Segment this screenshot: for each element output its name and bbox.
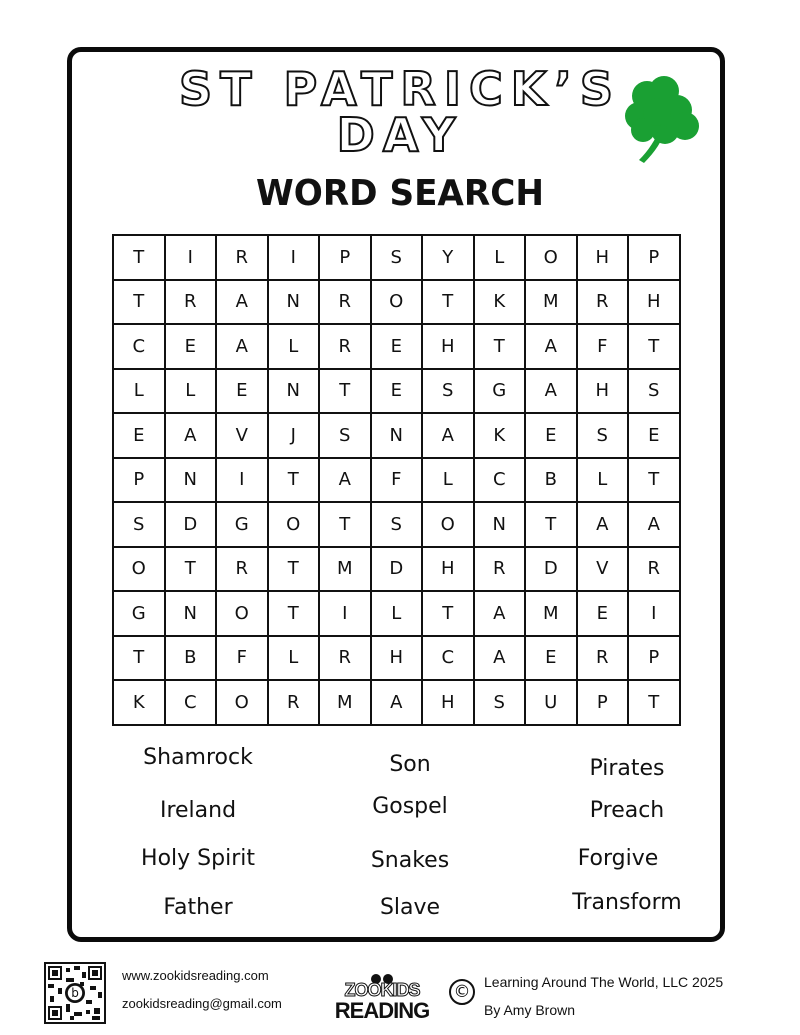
grid-cell: O xyxy=(371,280,423,325)
grid-cell: H xyxy=(422,547,474,592)
grid-row xyxy=(113,280,680,325)
logo-bottom-text: READING xyxy=(334,998,430,1023)
grid-cell: F xyxy=(216,636,268,681)
grid-row xyxy=(113,547,680,592)
grid-cell: Y xyxy=(422,235,474,280)
grid-cell: O xyxy=(113,547,165,592)
grid-cell: S xyxy=(113,502,165,547)
word-item: Holy Spirit xyxy=(141,846,255,871)
grid-cell: L xyxy=(474,235,526,280)
word-item: Slave xyxy=(379,895,441,920)
grid-cell: E xyxy=(371,369,423,414)
grid-cell: D xyxy=(371,547,423,592)
grid-cell: L xyxy=(165,369,217,414)
grid-cell: G xyxy=(113,591,165,636)
subtitle: WORD SEARCH xyxy=(256,173,544,214)
grid-cell: T xyxy=(525,502,577,547)
grid-cell: M xyxy=(525,591,577,636)
grid-cell: K xyxy=(474,280,526,325)
grid-cell: E xyxy=(216,369,268,414)
grid-cell: A xyxy=(525,324,577,369)
grid-cell: T xyxy=(628,458,680,503)
grid-cell: H xyxy=(628,280,680,325)
grid-cell: P xyxy=(319,235,371,280)
copyright-line-1: Learning Around The World, LLC 2025 xyxy=(484,974,724,990)
grid-cell: R xyxy=(319,280,371,325)
svg-text:b: b xyxy=(71,986,79,1001)
grid-cell: P xyxy=(577,680,629,725)
grid-cell: E xyxy=(371,324,423,369)
shamrock-icon xyxy=(617,74,707,164)
grid-cell: C xyxy=(165,680,217,725)
grid-cell: E xyxy=(628,413,680,458)
grid-cell: R xyxy=(577,636,629,681)
grid-cell: M xyxy=(319,680,371,725)
word-item: Transform xyxy=(572,890,682,915)
grid-cell: C xyxy=(113,324,165,369)
word-item: Father xyxy=(163,895,233,920)
grid-cell: L xyxy=(268,324,320,369)
grid-cell: D xyxy=(165,502,217,547)
grid-cell: R xyxy=(319,636,371,681)
logo-top-text: ZOOKIDS xyxy=(344,980,420,1000)
grid-cell: N xyxy=(268,280,320,325)
grid-cell: A xyxy=(319,458,371,503)
grid-cell: E xyxy=(165,324,217,369)
grid-cell: L xyxy=(577,458,629,503)
grid-cell: I xyxy=(216,458,268,503)
grid-cell: E xyxy=(113,413,165,458)
grid-cell: I xyxy=(628,591,680,636)
website-link[interactable]: www.zookidsreading.com xyxy=(122,968,269,983)
grid-cell: M xyxy=(319,547,371,592)
grid-cell: E xyxy=(577,591,629,636)
grid-cell: B xyxy=(525,458,577,503)
grid-cell: S xyxy=(371,502,423,547)
grid-cell: A xyxy=(577,502,629,547)
grid-cell: S xyxy=(474,680,526,725)
grid-cell: R xyxy=(268,680,320,725)
grid-cell: I xyxy=(319,591,371,636)
qr-code-icon xyxy=(44,962,106,1024)
grid-row xyxy=(113,636,680,681)
grid-cell: H xyxy=(422,680,474,725)
grid-row xyxy=(113,413,680,458)
grid-cell: P xyxy=(628,235,680,280)
grid-cell: O xyxy=(216,591,268,636)
grid-row xyxy=(113,369,680,414)
word-item: Gospel xyxy=(372,794,448,819)
grid-cell: A xyxy=(525,369,577,414)
grid-row xyxy=(113,680,680,725)
word-item: Preach xyxy=(589,798,665,823)
grid-cell: C xyxy=(474,458,526,503)
grid-cell: R xyxy=(165,280,217,325)
grid-cell: N xyxy=(474,502,526,547)
grid-cell: T xyxy=(628,680,680,725)
grid-row xyxy=(113,502,680,547)
word-search-grid xyxy=(112,234,681,726)
grid-cell: T xyxy=(319,502,371,547)
grid-cell: T xyxy=(113,636,165,681)
grid-cell: T xyxy=(268,458,320,503)
word-item: Snakes xyxy=(370,848,450,873)
grid-cell: F xyxy=(371,458,423,503)
grid-cell: T xyxy=(319,369,371,414)
zookids-reading-logo xyxy=(332,972,432,1022)
grid-cell: H xyxy=(577,369,629,414)
grid-cell: R xyxy=(577,280,629,325)
word-item: Son xyxy=(389,752,431,777)
grid-cell: A xyxy=(422,413,474,458)
grid-row xyxy=(113,324,680,369)
title-line-2: DAY xyxy=(336,108,464,162)
grid-cell: T xyxy=(474,324,526,369)
copyright-symbol: © xyxy=(449,979,475,1005)
grid-cell: M xyxy=(525,280,577,325)
grid-cell: N xyxy=(371,413,423,458)
word-item: Ireland xyxy=(159,798,237,823)
grid-cell: H xyxy=(577,235,629,280)
grid-cell: A xyxy=(474,591,526,636)
grid-row xyxy=(113,458,680,503)
grid-cell: O xyxy=(525,235,577,280)
grid-cell: R xyxy=(216,547,268,592)
grid-cell: O xyxy=(422,502,474,547)
grid-cell: K xyxy=(474,413,526,458)
grid-cell: L xyxy=(422,458,474,503)
grid-cell: G xyxy=(474,369,526,414)
word-item: Shamrock xyxy=(143,745,253,770)
email-link[interactable]: zookidsreading@gmail.com xyxy=(122,996,282,1011)
grid-cell: N xyxy=(165,591,217,636)
grid-cell: S xyxy=(319,413,371,458)
word-item: Pirates xyxy=(589,756,665,781)
grid-cell: U xyxy=(525,680,577,725)
title-line-1: ST PATRICK’S xyxy=(179,62,621,116)
grid-cell: F xyxy=(577,324,629,369)
grid-cell: A xyxy=(216,280,268,325)
grid-cell: A xyxy=(628,502,680,547)
grid-cell: H xyxy=(422,324,474,369)
grid-cell: O xyxy=(268,502,320,547)
grid-cell: G xyxy=(216,502,268,547)
grid-cell: N xyxy=(165,458,217,503)
word-item: Forgive xyxy=(577,846,659,871)
grid-cell: V xyxy=(577,547,629,592)
grid-cell: A xyxy=(474,636,526,681)
grid-cell: A xyxy=(371,680,423,725)
grid-cell: N xyxy=(268,369,320,414)
grid-cell: P xyxy=(113,458,165,503)
grid-cell: T xyxy=(113,235,165,280)
grid-cell: T xyxy=(268,591,320,636)
grid-cell: P xyxy=(628,636,680,681)
grid-cell: R xyxy=(474,547,526,592)
grid-cell: D xyxy=(525,547,577,592)
grid-cell: K xyxy=(113,680,165,725)
grid-cell: I xyxy=(268,235,320,280)
grid-cell: A xyxy=(165,413,217,458)
grid-cell: H xyxy=(371,636,423,681)
grid-cell: T xyxy=(113,280,165,325)
grid-cell: E xyxy=(525,636,577,681)
grid-cell: S xyxy=(422,369,474,414)
grid-cell: T xyxy=(165,547,217,592)
grid-cell: T xyxy=(422,280,474,325)
grid-cell: B xyxy=(165,636,217,681)
grid-cell: O xyxy=(216,680,268,725)
grid-cell: I xyxy=(165,235,217,280)
grid-cell: L xyxy=(268,636,320,681)
grid-cell: J xyxy=(268,413,320,458)
grid-cell: R xyxy=(319,324,371,369)
grid-cell: T xyxy=(422,591,474,636)
grid-cell: S xyxy=(628,369,680,414)
grid-cell: V xyxy=(216,413,268,458)
grid-cell: S xyxy=(577,413,629,458)
grid-cell: L xyxy=(371,591,423,636)
grid-cell: L xyxy=(113,369,165,414)
grid-cell: A xyxy=(216,324,268,369)
copyright-line-2: By Amy Brown xyxy=(484,1002,576,1018)
grid-cell: C xyxy=(422,636,474,681)
grid-row xyxy=(113,591,680,636)
grid-cell: E xyxy=(525,413,577,458)
grid-cell: R xyxy=(216,235,268,280)
grid-cell: R xyxy=(628,547,680,592)
grid-cell: T xyxy=(268,547,320,592)
grid-cell: S xyxy=(371,235,423,280)
grid-row xyxy=(113,235,680,280)
grid-cell: T xyxy=(628,324,680,369)
